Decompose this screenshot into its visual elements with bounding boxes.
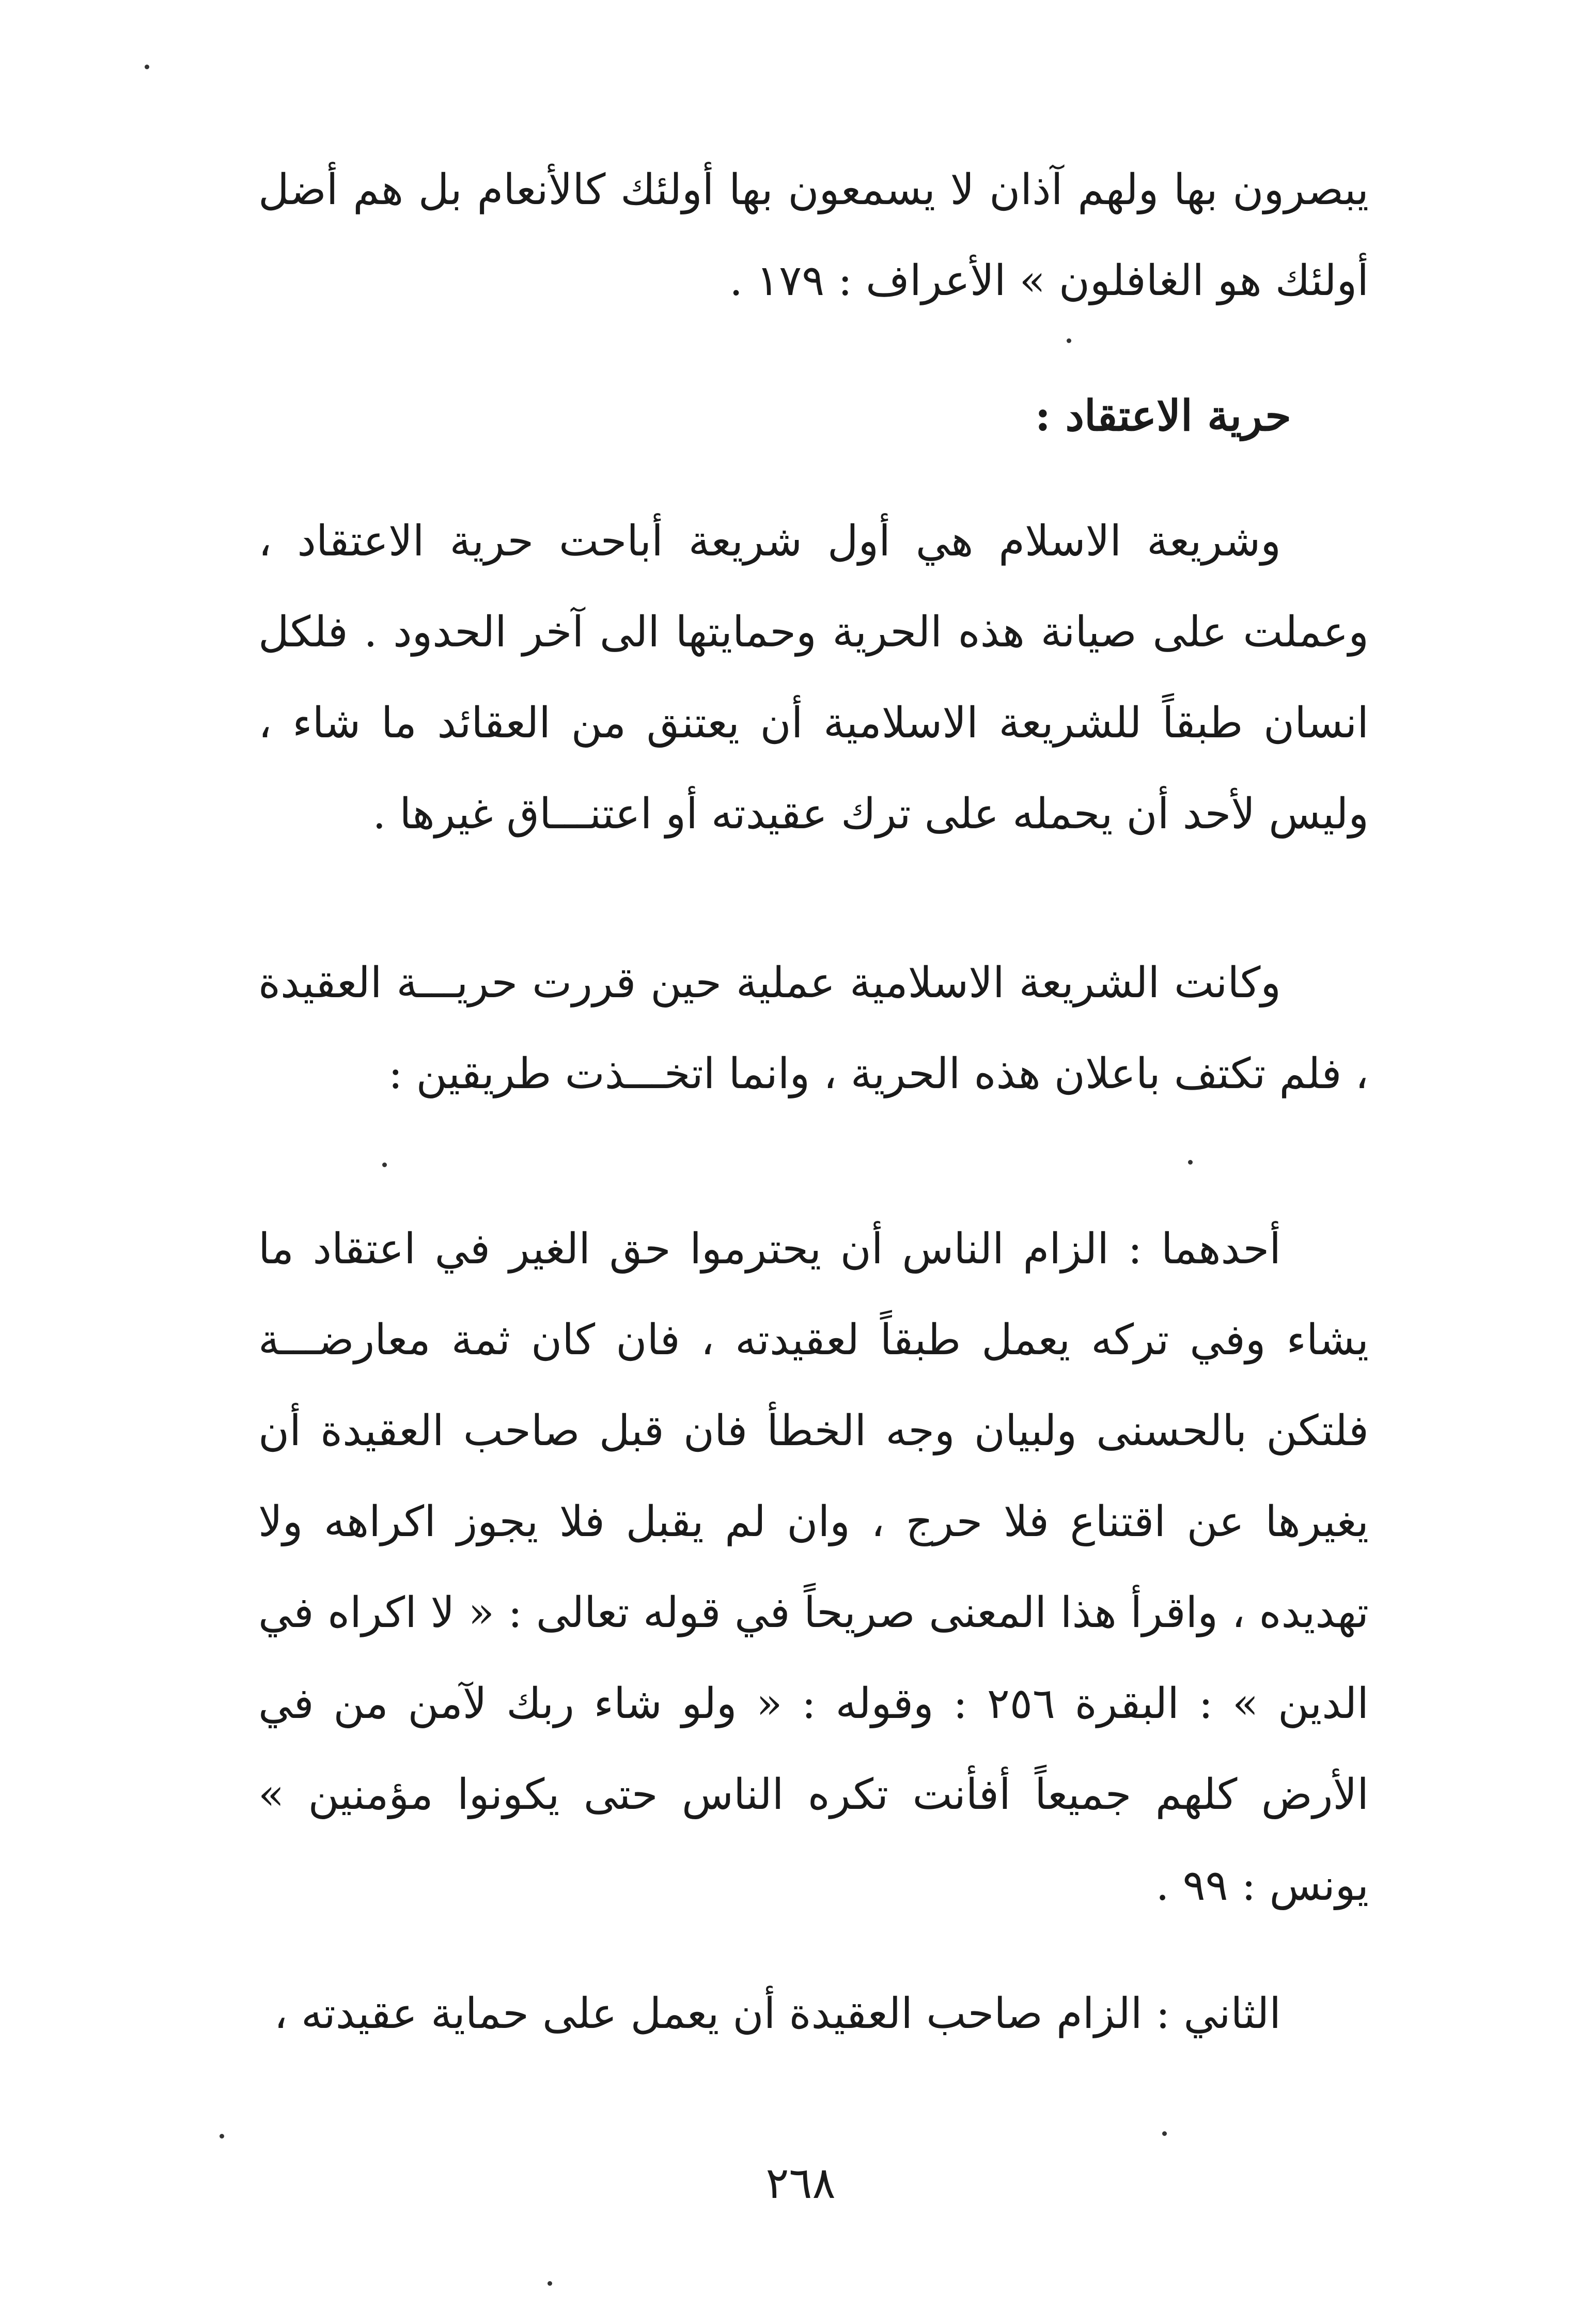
intro-paragraph-block <box>258 145 1369 327</box>
paragraph-two-ways: وكانت الشريعة الاسلامية عملية حين قررت حريـــة العقيدة ، فلم تكتف باعلان هذه الحرية ، وانما اتخـــذت طريقين : <box>258 958 1369 1098</box>
section-heading: حرية الاعتقاد : <box>1035 391 1291 441</box>
scan-speck <box>145 65 149 69</box>
scan-speck <box>1067 338 1071 343</box>
scan-speck <box>382 1163 387 1167</box>
paragraph-block-3 <box>258 1204 1369 1931</box>
paragraph-second-way: الثاني : الزام صاحب العقيدة أن يعمل على حماية عقيدته ، <box>274 1989 1281 2038</box>
intro-paragraph: يبصرون بها ولهم آذان لا يسمعون بها أولئك كالأنعام بل هم أضل أولئك هو الغافلون » الأعراف : ١٧٩ . <box>258 165 1369 305</box>
scan-speck <box>1188 1160 1193 1165</box>
scan-speck <box>220 2134 224 2139</box>
page-number: ٢٦٨ <box>765 2158 836 2208</box>
paragraph-first-way: أحدهما : الزام الناس أن يحترموا حق الغير في اعتقاد ما يشاء وفي تركه يعمل طبقاً لعقيدته ، فان كان ثمة معارضـــة فلتكن بالحسنى ولبيان وجه الخطأ فان قبل صاحب العقيدة أن يغيرها عن اقتناع فلا حرج ، وان لم يقبل فلا يجوز اكراهه ولا تهديده ، واقرأ هذا المعنى صريحاً في قوله تعالى : « لا اكراه في الدين » : البقرة ٢٥٦ : وقوله : « ولو شاء ربك لآمن من في الأرض كلهم جميعاً أفأنت تكره الناس حتى يكونوا مؤمنين » يونس : ٩٩ . <box>258 1225 1369 1910</box>
paragraph-block-1 <box>258 496 1369 860</box>
paragraph-block-2 <box>258 938 1369 1120</box>
paragraph-block-4 <box>258 1969 1369 2059</box>
scan-speck <box>548 2281 552 2286</box>
paragraph-freedom-of-belief: وشريعة الاسلام هي أول شريعة أباحت حرية الاعتقاد ، وعملت على صيانة هذه الحرية وحمايتها الى آخر الحدود . فلكل انسان طبقاً للشريعة الاسلامية أن يعتنق من العقائد ما شاء ، وليس لأحد أن يحمله على ترك عقيدته أو اعتنـــاق غيرها . <box>258 517 1369 839</box>
scan-speck <box>1162 2131 1167 2136</box>
